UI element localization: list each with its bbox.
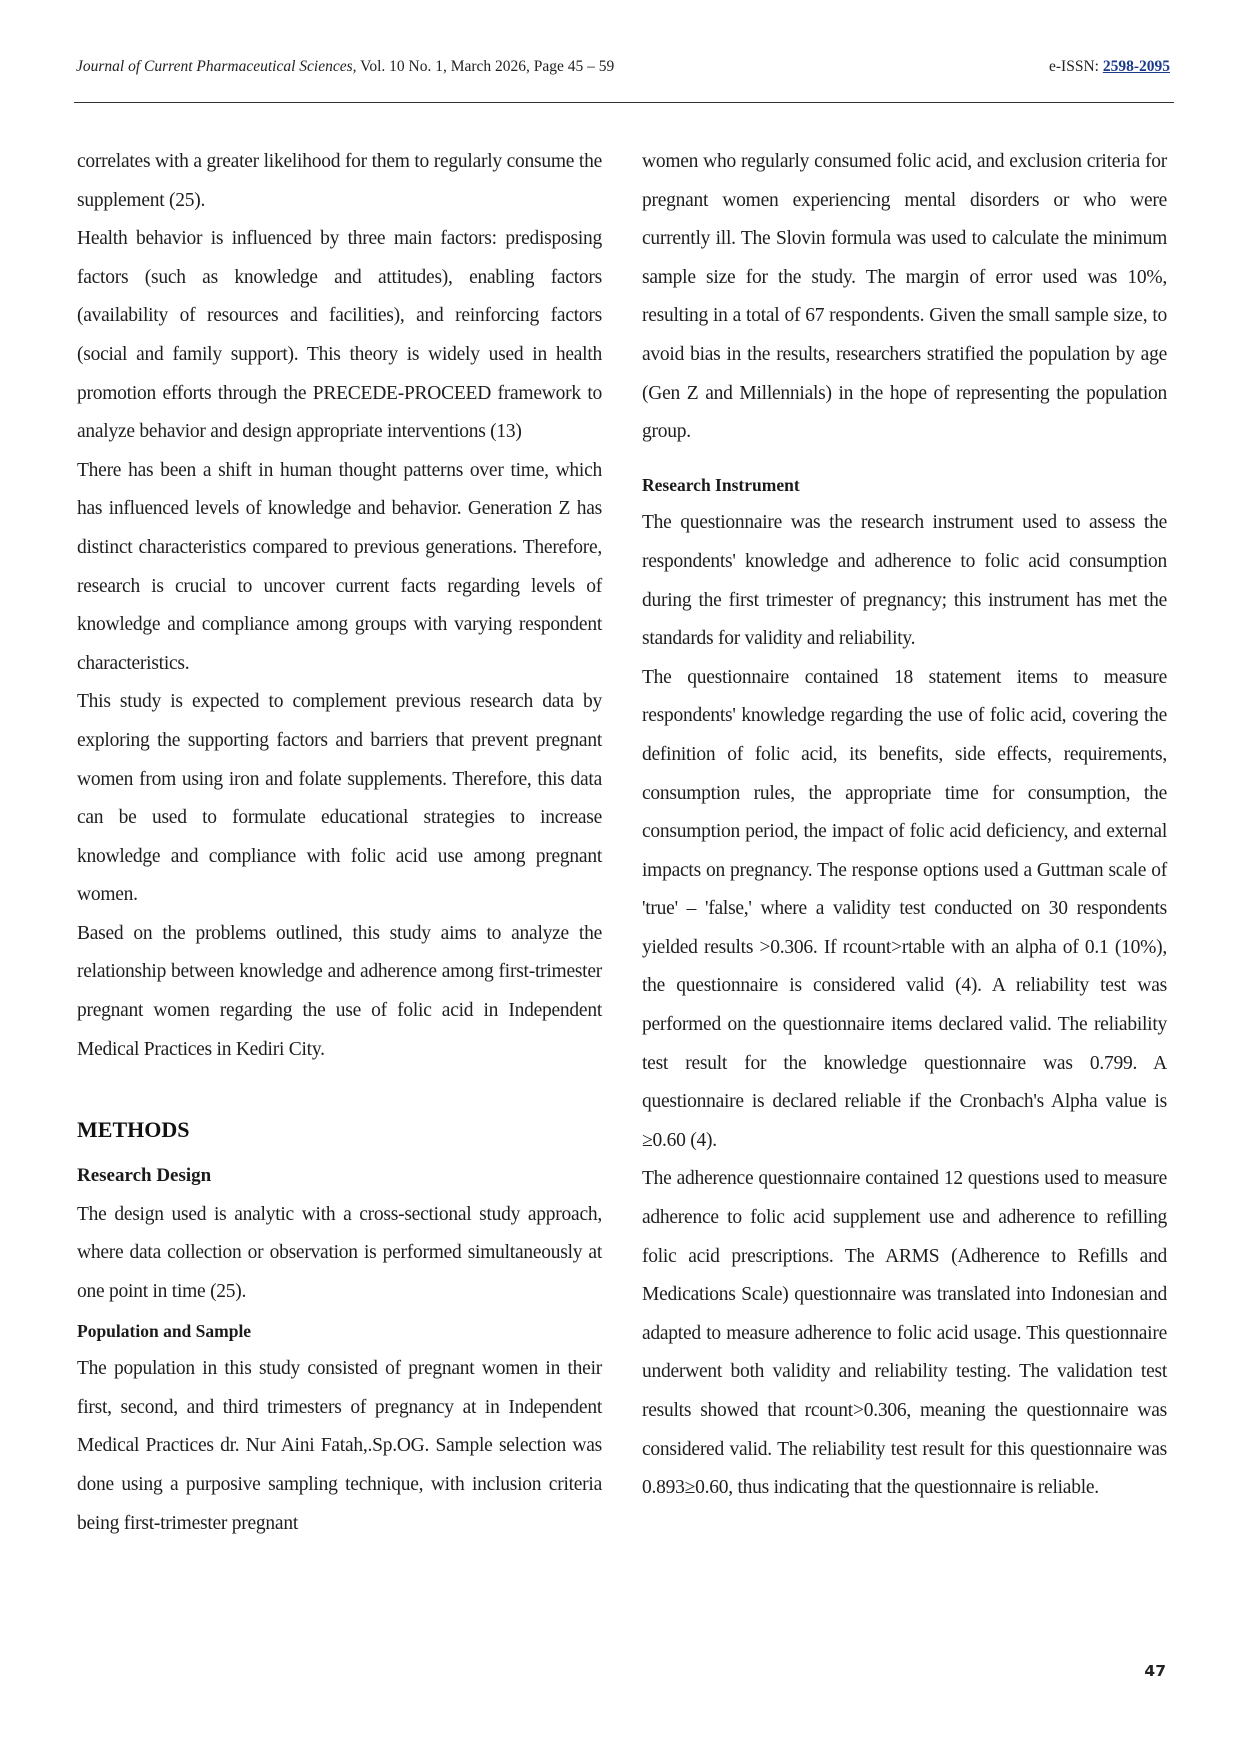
body-paragraph: This study is expected to complement previous research data by exploring the supporting factors and barriers that prevent pregnant women from using iron and folate supplements. Therefore, this data can be used to formulate educational strategies to increase knowledge and compliance with folic acid use among pregnant women. — [77, 691, 602, 906]
journal-name: Journal of Current Pharmaceutical Sciences, — [76, 58, 357, 75]
population-sample-heading: Population and Sample — [77, 1320, 252, 1341]
page-number: 47 — [1144, 1662, 1166, 1680]
issn-link[interactable]: 2598-2095 — [1102, 58, 1170, 75]
volume-info: Vol. 10 No. 1, March 2026, Page 45 – 59 — [356, 58, 615, 75]
body-paragraph: women who regularly consumed folic acid, and exclusion criteria for pregnant women experiencing mental disorders or who were currently ill. The Slovin formula was used to calculate the minimum sample size for the study. The margin of error used was 10%, resulting in a total of 67 respondents. Given the small sample size, to avoid bias in the results, researchers stratified the population by age (Gen Z and Millennials) in the hope of representing the population group. — [642, 151, 1167, 443]
population-sample-paragraph: The population in this study consisted of pregnant women in their first, second, and third trimesters of pregnancy at in Independent Medical Practices dr. Nur Aini Fatah,.Sp.OG. Sample selection was done using a purposive sampling technique, with inclusion criteria being first-trimester pregnant — [77, 1358, 602, 1534]
running-header — [76, 58, 1170, 82]
research-instrument-heading: Research Instrument — [642, 474, 800, 495]
issn-block — [1049, 58, 1170, 76]
issn-label: e-ISSN: — [1049, 58, 1103, 75]
right-column — [642, 143, 1167, 1508]
research-design-paragraph: The design used is analytic with a cross-sectional study approach, where data collection or observation is performed simultaneously at one point in time (25). — [77, 1203, 602, 1303]
knowledge-questionnaire-paragraph: The questionnaire contained 18 statement items to measure respondents' knowledge regarding the use of folic acid, covering the definition of folic acid, its benefits, side effects, requirements, consumption rules, the appropriate time for consumption, the consumption period, the impact of folic acid deficiency, and external impacts on pregnancy. The response options used a Guttman scale of 'true' – 'false,' where a validity test conducted on 30 respondents yielded results >0.306. If rcount>rtable with an alpha of 0.1 (10%), the questionnaire is considered valid (4). A reliability test was performed on the questionnaire items declared valid. The reliability test result for the knowledge questionnaire was 0.799. A questionnaire is declared reliable if the Cronbach's Alpha value is ≥0.60 (4). — [642, 666, 1167, 1151]
left-column — [77, 143, 602, 1543]
journal-citation — [76, 58, 614, 76]
body-paragraph: correlates with a greater likelihood for them to regularly consume the supplement (25). — [77, 151, 602, 211]
body-paragraph: There has been a shift in human thought patterns over time, which has influenced levels of knowledge and behavior. Generation Z has distinct characteristics compared to previous generations. Therefore, research is crucial to uncover current facts regarding levels of knowledge and compliance among groups with varying respondent characteristics. — [77, 459, 602, 674]
methods-heading: METHODS — [77, 1117, 190, 1143]
research-design-heading: Research Design — [77, 1165, 212, 1187]
instrument-paragraph: The questionnaire was the research instrument used to assess the respondents' knowledge and adherence to folic acid consumption during the first trimester of pregnancy; this instrument has met the standards for validity and reliability. — [642, 512, 1167, 650]
adherence-questionnaire-paragraph: The adherence questionnaire contained 12 questions used to measure adherence to folic acid supplement use and adherence to refilling folic acid prescriptions. The ARMS (Adherence to Refills and Medications Scale) questionnaire was translated into Indonesian and adapted to measure adherence to folic acid usage. This questionnaire underwent both validity and reliability testing. The validation test results showed that rcount>0.306, meaning the questionnaire was considered valid. The reliability test result for this questionnaire was 0.893≥0.60, thus indicating that the questionnaire is reliable. — [642, 1168, 1167, 1499]
body-paragraph: Health behavior is influenced by three main factors: predisposing factors (such as knowledge and attitudes), enabling factors (availability of resources and facilities), and reinforcing factors (social and family support). This theory is widely used in health promotion efforts through the PRECEDE-PROCEED framework to analyze behavior and design appropriate interventions (13) — [77, 228, 602, 443]
header-divider — [74, 102, 1174, 103]
body-paragraph: Based on the problems outlined, this study aims to analyze the relationship between knowledge and adherence among first-trimester pregnant women regarding the use of folic acid in Independent Medical Practices in Kediri City. — [77, 922, 602, 1060]
